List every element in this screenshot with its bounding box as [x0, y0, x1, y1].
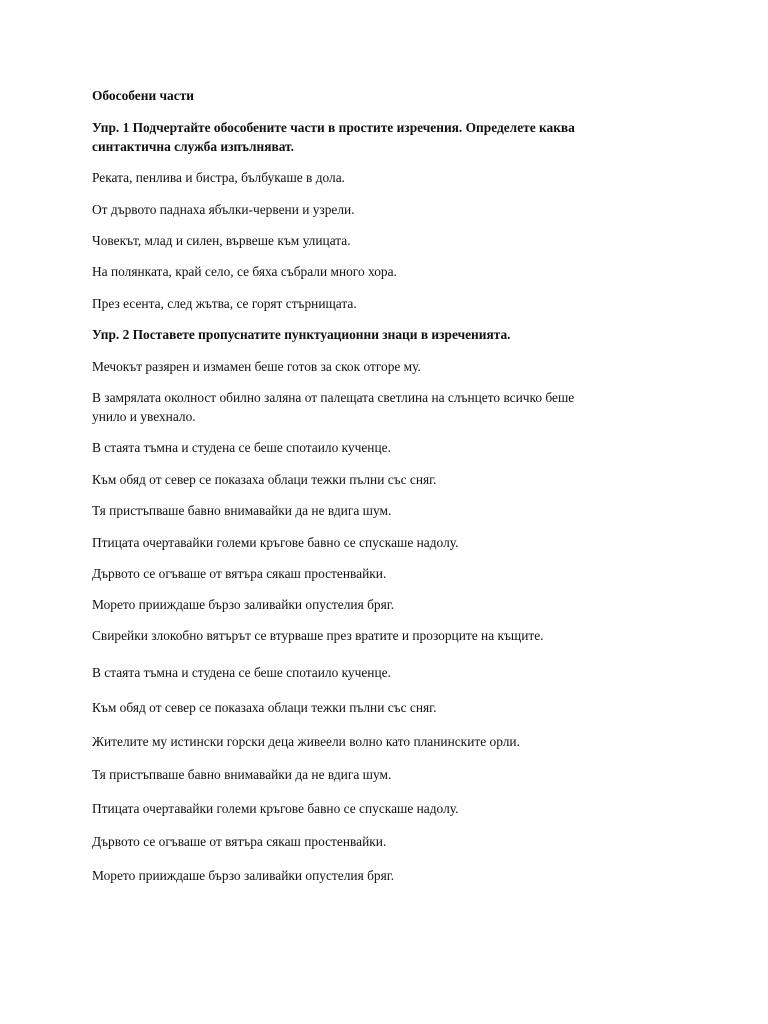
exercise-1-sentence: Човекът, млад и силен, вървеше към улицата.: [92, 233, 351, 248]
exercise-2-sentence: Дървото се огъваше от вятъра сякаш простенвайки.: [92, 566, 387, 581]
exercise-2-sentence: Към обяд от север се показаха облаци тежки пълни със сняг.: [92, 700, 437, 715]
exercise-2-sentence: Към обяд от север се показаха облаци тежки пълни със сняг.: [92, 472, 437, 487]
exercise-1-heading-line-1: Упр. 1 Подчертайте обособените части в простите изречения. Определете каква: [92, 120, 575, 135]
exercise-2-sentence-continuation: унило и увехнало.: [92, 409, 196, 424]
exercise-1-sentence: На полянката, край село, се бяха събрали много хора.: [92, 264, 397, 279]
exercise-1-sentence: От дървото паднаха ябълки-червени и узрели.: [92, 202, 355, 217]
exercise-2-sentence: Тя пристъпваше бавно внимавайки да не вдига шум.: [92, 767, 392, 782]
exercise-2-sentence: Тя пристъпваше бавно внимавайки да не вдига шум.: [92, 503, 392, 518]
exercise-2-heading: Упр. 2 Поставете пропуснатите пунктуационни знаци в изреченията.: [92, 327, 511, 342]
exercise-1-sentence: През есента, след жътва, се горят стърнищата.: [92, 296, 357, 311]
exercise-2-sentence: Морето прииждаше бързо заливайки опустелия бряг.: [92, 597, 395, 612]
exercise-2-sentence: Птицата очертавайки големи кръгове бавно се спускаше надолу.: [92, 535, 459, 550]
exercise-2-sentence: В замрялата околност обилно заляна от палещата светлина на слънцето всичко беше: [92, 390, 575, 405]
exercise-1-heading-line-2: синтактична служба изпълняват.: [92, 139, 294, 154]
exercise-2-sentence: В стаята тъмна и студена се беше спотаило кученце.: [92, 665, 391, 680]
exercise-2-sentence: Птицата очертавайки големи кръгове бавно се спускаше надолу.: [92, 801, 459, 816]
exercise-2-sentence: В стаята тъмна и студена се беше спотаило кученце.: [92, 440, 391, 455]
exercise-2-sentence: Морето прииждаше бързо заливайки опустелия бряг.: [92, 868, 395, 883]
exercise-2-sentence: Свирейки злокобно вятърът се втурваше през вратите и прозорците на къщите.: [92, 628, 544, 643]
exercise-2-sentence: Мечокът разярен и измамен беше готов за скок отгоре му.: [92, 359, 421, 374]
exercise-2-sentence: Дървото се огъваше от вятъра сякаш простенвайки.: [92, 834, 387, 849]
exercise-2-sentence: Жителите му истински горски деца живеели волно като планинските орли.: [92, 734, 520, 749]
document-title: Обособени части: [92, 88, 194, 103]
exercise-1-sentence: Реката, пенлива и бистра, бълбукаше в дола.: [92, 170, 346, 185]
